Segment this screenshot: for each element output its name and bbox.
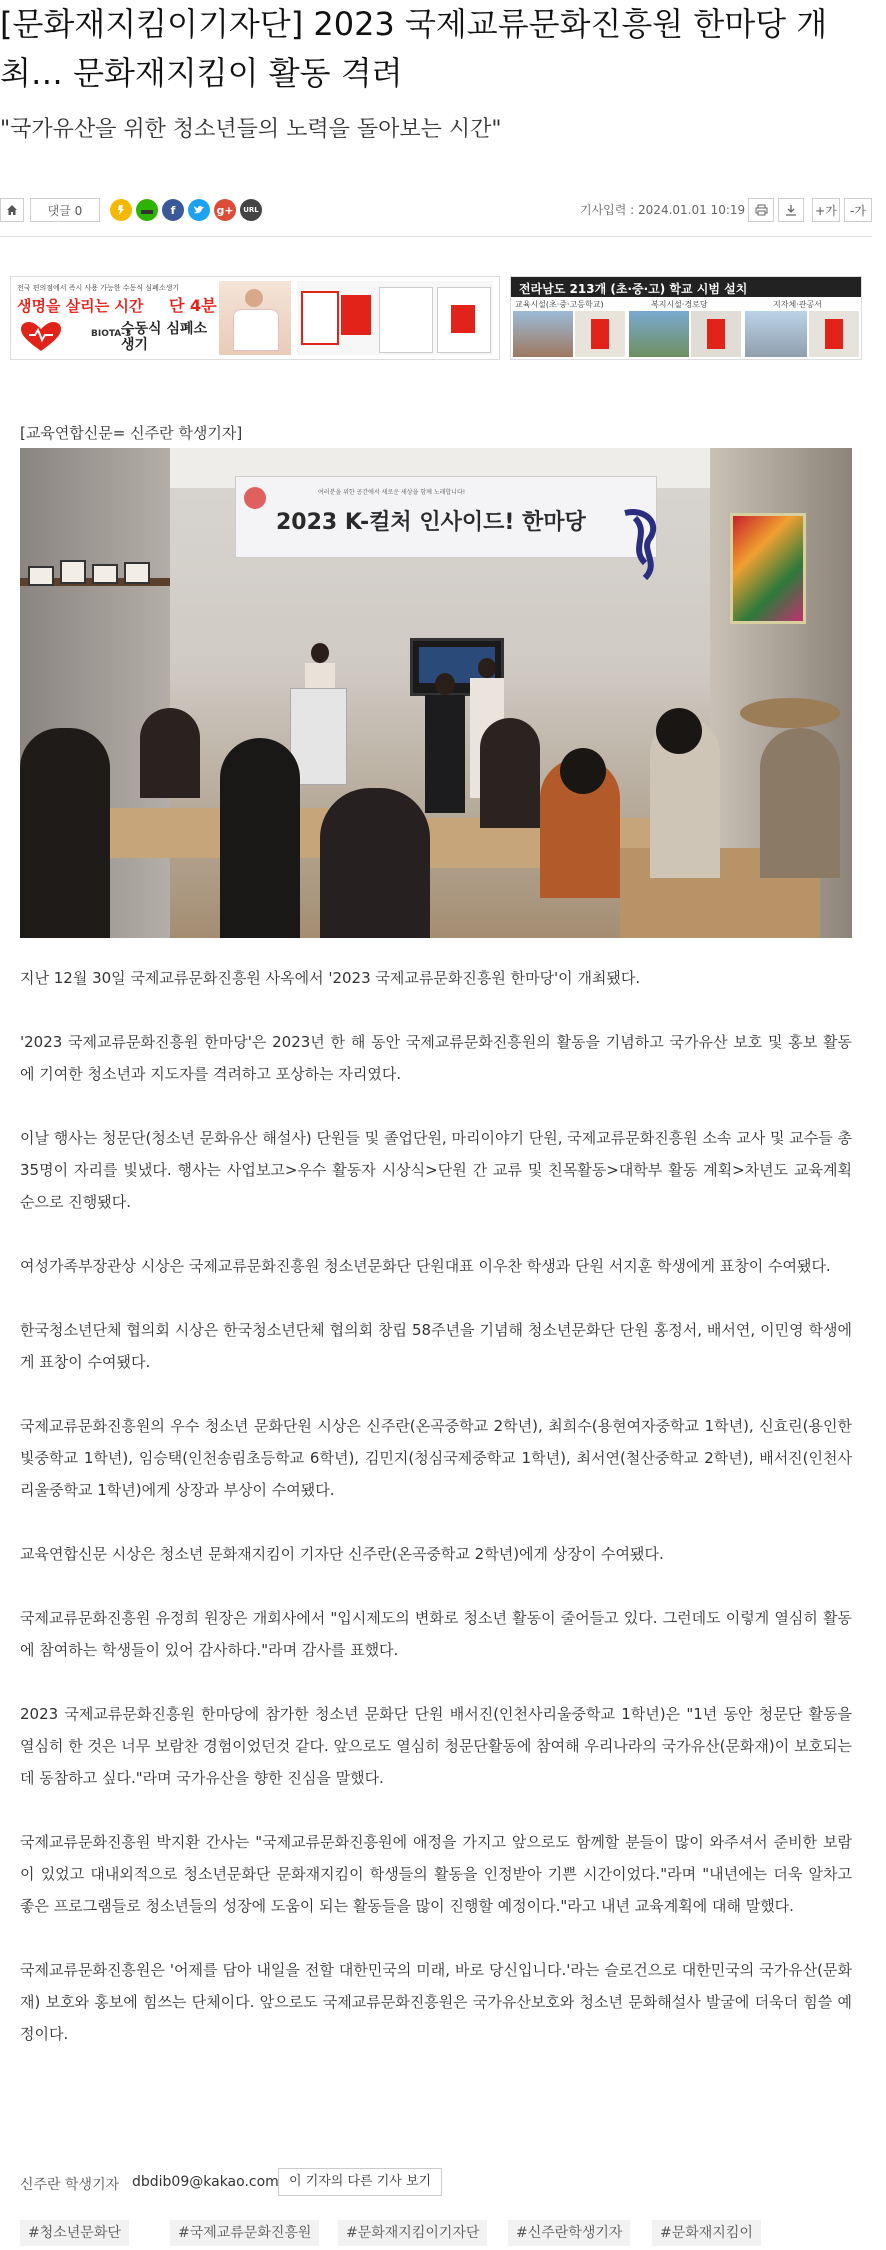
ad2-photo-office [745, 311, 807, 357]
ad-person-image [219, 281, 291, 355]
published-date: 기사입력 : 2024.01.01 10:19 [580, 203, 746, 217]
ad2-label-3: 지자체·관공서 [773, 300, 822, 309]
body-paragraph: 지난 12월 30일 국제교류문화진흥원 사옥에서 '2023 국제교류문화진흥원 한마당'이 개최됐다. [20, 969, 641, 987]
school-installation-ad[interactable] [510, 276, 862, 360]
ad2-label-1: 교육시설(초·중·고등학교) [515, 300, 604, 309]
tag-list [20, 2220, 860, 2246]
ad-headline: 생명을 살리는 시간 [17, 297, 144, 315]
tag-item[interactable]: #국제교류문화진흥원 [170, 2220, 319, 2246]
tag-item[interactable]: #신주란학생기자 [508, 2220, 630, 2246]
banner-small-text: 여러분을 위한 공간에서 새로운 세상을 함께 노래합니다! [318, 489, 466, 496]
facebook-icon[interactable]: f [162, 199, 184, 221]
article-title: [문화재지킴이기자단] 2023 국제교류문화진흥원 한마당 개최… 문화재지킴이 활동 격려 [0, 5, 828, 92]
event-banner [235, 476, 657, 558]
ad2-photo-school [513, 311, 573, 357]
band-icon[interactable] [136, 199, 158, 221]
print-icon [755, 204, 768, 216]
ad2-headline: 전라남도 213개 (초·중·고) 학교 시범 설치 [519, 282, 748, 296]
reporter-name: 신주란 학생기자 [20, 2177, 120, 2193]
ad2-photo-center [629, 311, 689, 357]
body-paragraph: 국제교류문화진흥원의 우수 청소년 문화단원 시상은 신주란(온곡중학교 2학년), 최희수(용현여자중학교 1학년), 신효린(용인한빛중학교 1학년), 임승택(인천송림초등학교 6학년), 김민지(청심국제중학교 1학년), 최서연(철산중학교 2학년), 배서진(인천사리울중학교 1학년)에게 상장과 부상이 수여됐다. [20, 1417, 852, 1499]
body-paragraph: 2023 국제교류문화진흥원 한마당에 참가한 청소년 문화단 단원 배서진(인천사리울중학교 1학년)은 "1년 동안 청문단 활동을 열심히 한 것은 너무 보람찬 경험이었던것 같다. 앞으로도 열심히 청문단활동에 참여해 우리나라의 국가유산(문화재)이 보호되는 데 동참하고 싶다."라며 국가유산을 향한 진심을 말했다. [20, 1705, 852, 1787]
twitter-icon[interactable] [188, 199, 210, 221]
googleplus-icon[interactable]: g+ [214, 199, 236, 221]
ad2-photo-device-3 [809, 311, 859, 357]
tag-item[interactable]: #청소년문화단 [20, 2220, 129, 2246]
ad-small-text: 전국 편의점에서 즉시 사용 가능한 수동식 심폐소생기 [17, 284, 180, 292]
print-button[interactable] [748, 198, 774, 222]
download-icon [785, 204, 797, 216]
dragon-image [615, 508, 675, 583]
body-paragraph: '2023 국제교류문화진흥원 한마당'은 2023년 한 해 동안 국제교류문화진흥원의 활동을 기념하고 국가유산 보호 및 홍보 활동에 기여한 청소년과 지도자를 격려하고 포상하는 자리였다. [20, 1033, 852, 1083]
body-paragraph: 이날 행사는 청문단(청소년 문화유산 해설사) 단원들 및 졸업단원, 마리이야기 단원, 국제교류문화진흥원 소속 교사 및 교수들 총 35명이 자리를 빛냈다. 행사는 사업보고>우수 활동자 시상식>단원 간 교류 및 친목활동>대학부 활동 계획>차년도 교육계획 순으로 진행됐다. [20, 1129, 852, 1211]
body-paragraph: 국제교류문화진흥원 박지환 간사는 "국제교류문화진흥원에 애정을 가지고 앞으로도 함께할 분들이 많이 와주셔서 준비한 보람이 있었고 대내외적으로 청소년문화단 문화재지킴이 학생들의 활동을 인정받아 기쁜 시간이었다."라며 "내년에는 더욱 알차고 좋은 프로그램들로 청소년들의 성장에 도움이 되는 활동들을 많이 진행할 예정이다."라고 내년 교육계획에 대해 말했다. [20, 1833, 852, 1915]
ad-duration: 단 4분 [169, 296, 217, 315]
tag-item[interactable]: #문화재지킴이기자단 [338, 2220, 487, 2246]
cpr-device-ad[interactable] [10, 276, 500, 360]
audience [20, 698, 852, 938]
home-icon [6, 204, 18, 216]
article-body [20, 962, 852, 2082]
reply-count-button[interactable]: 댓글 0 [30, 198, 100, 222]
heart-icon [19, 321, 63, 353]
article-toolbar [0, 196, 872, 228]
kakaostory-icon[interactable] [110, 199, 132, 221]
ad-product-name: 수동식 심폐소생기 [121, 321, 208, 353]
ad2-photo-device-2 [691, 311, 741, 357]
ad-device-images [297, 281, 493, 355]
home-button[interactable] [0, 198, 24, 222]
ad2-label-2: 복지시설·경로당 [651, 300, 708, 309]
font-size-down-button[interactable]: -가 [844, 198, 872, 222]
body-paragraph: 국제교류문화진흥원은 '어제를 담아 내일을 전할 대한민국의 미래, 바로 당신입니다.'라는 슬로건으로 대한민국의 국가유산(문화재) 보호와 홍보에 힘쓰는 단체이다. 앞으로도 국제교류문화진흥원은 국가유산보호와 청소년 문화해설사 발굴에 더욱더 힘쓸 예정이다. [20, 1961, 852, 2043]
download-button[interactable] [778, 198, 804, 222]
toolbar-divider [0, 236, 872, 237]
body-paragraph: 국제교류문화진흥원 유정희 원장은 개회사에서 "입시제도의 변화로 청소년 활동이 줄어들고 있다. 그런데도 이렇게 열심히 활동에 참여하는 학생들이 있어 감사하다."라며 감사를 표했다. [20, 1609, 852, 1659]
body-paragraph: 교육연합신문 시상은 청소년 문화재지킴이 기자단 신주란(온곡중학교 2학년)에게 상장이 수여됐다. [20, 1545, 664, 1563]
more-articles-button[interactable]: 이 기자의 다른 기사 보기 [278, 2168, 442, 2196]
font-size-up-button[interactable]: +가 [812, 198, 840, 222]
photo-caption: [교육연합신문= 신주란 학생기자] [20, 424, 243, 442]
body-paragraph: 한국청소년단체 협의회 시상은 한국청소년단체 협의회 창립 58주년을 기념해 청소년문화단 단원 홍정서, 배서연, 이민영 학생에게 표창이 수여됐다. [20, 1321, 852, 1371]
byline [20, 2168, 852, 2198]
ad2-photo-device-1 [575, 311, 625, 357]
banner-main-text: 2023 K-컬처 인사이드! 한마당 [276, 510, 586, 535]
article-subtitle: "국가유산을 위한 청소년들의 노력을 돌아보는 시간" [0, 117, 502, 142]
event-photo [20, 448, 852, 938]
reporter-email[interactable]: dbdib09@kakao.com [132, 2174, 279, 2190]
body-paragraph: 여성가족부장관상 시상은 국제교류문화진흥원 청소년문화단 단원대표 이우찬 학생과 단원 서지훈 학생에게 표창이 수여됐다. [20, 1257, 831, 1275]
url-icon[interactable]: URL [240, 199, 262, 221]
tag-item[interactable]: #문화재지킴이 [652, 2220, 761, 2246]
ad-product-code: BIOTA-3 [91, 329, 132, 339]
